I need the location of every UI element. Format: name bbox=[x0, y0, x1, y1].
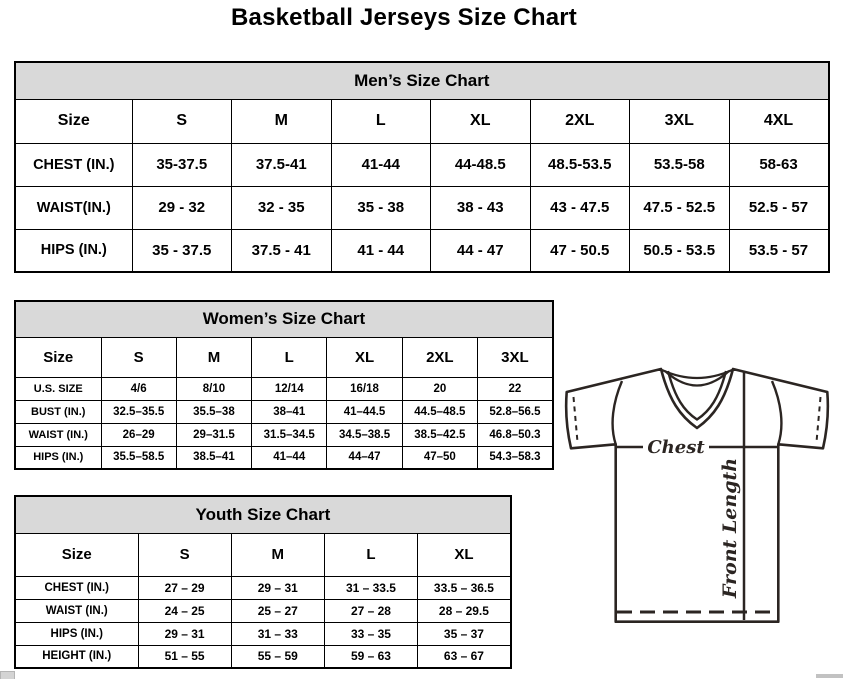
data-cell: 29 – 31 bbox=[138, 622, 231, 645]
front-length-label: Front Length bbox=[719, 457, 741, 599]
page-title: Basketball Jerseys Size Chart bbox=[231, 4, 577, 31]
data-cell: 35 - 37.5 bbox=[132, 229, 232, 272]
column-header: L bbox=[252, 337, 327, 377]
table-row bbox=[15, 622, 511, 645]
row-label: WAIST(IN.) bbox=[15, 186, 132, 229]
column-header: S bbox=[132, 99, 232, 143]
table-row bbox=[15, 599, 511, 622]
data-cell: 4/6 bbox=[101, 377, 176, 400]
data-cell: 26–29 bbox=[101, 423, 176, 446]
scrollbar-fragment-right[interactable] bbox=[816, 674, 843, 678]
row-label: HIPS (IN.) bbox=[15, 446, 101, 469]
data-cell: 35 – 37 bbox=[418, 622, 511, 645]
section-title: Women’s Size Chart bbox=[15, 301, 553, 337]
column-header: XL bbox=[327, 337, 402, 377]
table-row bbox=[15, 229, 829, 272]
data-cell: 31.5–34.5 bbox=[252, 423, 327, 446]
data-cell: 38.5–41 bbox=[176, 446, 251, 469]
data-cell: 8/10 bbox=[176, 377, 251, 400]
column-header: L bbox=[324, 533, 417, 576]
table-row bbox=[15, 576, 511, 599]
data-cell: 44-48.5 bbox=[431, 143, 531, 186]
table-row bbox=[15, 186, 829, 229]
column-header: S bbox=[138, 533, 231, 576]
row-label: HIPS (IN.) bbox=[15, 622, 138, 645]
data-cell: 37.5 - 41 bbox=[232, 229, 332, 272]
section-title: Youth Size Chart bbox=[15, 496, 511, 533]
table-row bbox=[15, 446, 553, 469]
data-cell: 29 – 31 bbox=[231, 576, 324, 599]
column-header: XL bbox=[418, 533, 511, 576]
data-cell: 35.5–58.5 bbox=[101, 446, 176, 469]
table-row bbox=[15, 143, 829, 186]
column-header: 2XL bbox=[530, 99, 630, 143]
row-label: U.S. SIZE bbox=[15, 377, 101, 400]
data-cell: 37.5-41 bbox=[232, 143, 332, 186]
data-cell: 34.5–38.5 bbox=[327, 423, 402, 446]
column-header: 4XL bbox=[729, 99, 829, 143]
data-cell: 53.5 - 57 bbox=[729, 229, 829, 272]
data-cell: 41–44 bbox=[252, 446, 327, 469]
data-cell: 46.8–50.3 bbox=[477, 423, 552, 446]
jersey-measurement-diagram bbox=[556, 358, 840, 634]
data-cell: 58-63 bbox=[729, 143, 829, 186]
column-header: Size bbox=[15, 533, 138, 576]
data-cell: 38.5–42.5 bbox=[402, 423, 477, 446]
data-cell: 41-44 bbox=[331, 143, 431, 186]
row-label: WAIST (IN.) bbox=[15, 423, 101, 446]
table-row bbox=[15, 645, 511, 668]
column-header: L bbox=[331, 99, 431, 143]
table-row bbox=[15, 423, 553, 446]
header-row bbox=[15, 99, 829, 143]
column-header: 3XL bbox=[477, 337, 552, 377]
data-cell: 63 – 67 bbox=[418, 645, 511, 668]
data-cell: 35-37.5 bbox=[132, 143, 232, 186]
data-cell: 41 - 44 bbox=[331, 229, 431, 272]
data-cell: 31 – 33.5 bbox=[324, 576, 417, 599]
row-label: HEIGHT (IN.) bbox=[15, 645, 138, 668]
data-cell: 47 - 50.5 bbox=[530, 229, 630, 272]
data-cell: 51 – 55 bbox=[138, 645, 231, 668]
row-label: WAIST (IN.) bbox=[15, 599, 138, 622]
row-label: HIPS (IN.) bbox=[15, 229, 132, 272]
data-cell: 16/18 bbox=[327, 377, 402, 400]
data-cell: 38 - 43 bbox=[431, 186, 531, 229]
column-header: M bbox=[232, 99, 332, 143]
header-row bbox=[15, 533, 511, 576]
row-label: BUST (IN.) bbox=[15, 400, 101, 423]
data-cell: 50.5 - 53.5 bbox=[630, 229, 730, 272]
data-cell: 38–41 bbox=[252, 400, 327, 423]
mens-size-table bbox=[14, 61, 830, 273]
data-cell: 52.8–56.5 bbox=[477, 400, 552, 423]
data-cell: 44–47 bbox=[327, 446, 402, 469]
header-row bbox=[15, 337, 553, 377]
section-title: Men’s Size Chart bbox=[15, 62, 829, 99]
womens-size-table bbox=[14, 300, 554, 470]
data-cell: 54.3–58.3 bbox=[477, 446, 552, 469]
data-cell: 32.5–35.5 bbox=[101, 400, 176, 423]
data-cell: 29 - 32 bbox=[132, 186, 232, 229]
data-cell: 47–50 bbox=[402, 446, 477, 469]
scrollbar-fragment-left[interactable] bbox=[0, 671, 15, 679]
table-row bbox=[15, 400, 553, 423]
jersey-outline bbox=[566, 369, 828, 622]
data-cell: 48.5-53.5 bbox=[530, 143, 630, 186]
data-cell: 29–31.5 bbox=[176, 423, 251, 446]
data-cell: 35.5–38 bbox=[176, 400, 251, 423]
data-cell: 22 bbox=[477, 377, 552, 400]
row-label: CHEST (IN.) bbox=[15, 576, 138, 599]
data-cell: 41–44.5 bbox=[327, 400, 402, 423]
data-cell: 20 bbox=[402, 377, 477, 400]
data-cell: 12/14 bbox=[252, 377, 327, 400]
table-row bbox=[15, 377, 553, 400]
data-cell: 32 - 35 bbox=[232, 186, 332, 229]
data-cell: 44 - 47 bbox=[431, 229, 531, 272]
column-header: Size bbox=[15, 99, 132, 143]
data-cell: 31 – 33 bbox=[231, 622, 324, 645]
data-cell: 52.5 - 57 bbox=[729, 186, 829, 229]
data-cell: 47.5 - 52.5 bbox=[630, 186, 730, 229]
data-cell: 53.5-58 bbox=[630, 143, 730, 186]
data-cell: 25 – 27 bbox=[231, 599, 324, 622]
data-cell: 33.5 – 36.5 bbox=[418, 576, 511, 599]
data-cell: 59 – 63 bbox=[324, 645, 417, 668]
row-label: CHEST (IN.) bbox=[15, 143, 132, 186]
data-cell: 24 – 25 bbox=[138, 599, 231, 622]
data-cell: 44.5–48.5 bbox=[402, 400, 477, 423]
chest-label: Chest bbox=[647, 437, 705, 458]
youth-size-table bbox=[14, 495, 512, 669]
data-cell: 55 – 59 bbox=[231, 645, 324, 668]
data-cell: 33 – 35 bbox=[324, 622, 417, 645]
column-header: Size bbox=[15, 337, 101, 377]
data-cell: 43 - 47.5 bbox=[530, 186, 630, 229]
data-cell: 27 – 29 bbox=[138, 576, 231, 599]
column-header: M bbox=[176, 337, 251, 377]
column-header: 2XL bbox=[402, 337, 477, 377]
data-cell: 27 – 28 bbox=[324, 599, 417, 622]
column-header: S bbox=[101, 337, 176, 377]
column-header: XL bbox=[431, 99, 531, 143]
column-header: 3XL bbox=[630, 99, 730, 143]
column-header: M bbox=[231, 533, 324, 576]
data-cell: 28 – 29.5 bbox=[418, 599, 511, 622]
data-cell: 35 - 38 bbox=[331, 186, 431, 229]
